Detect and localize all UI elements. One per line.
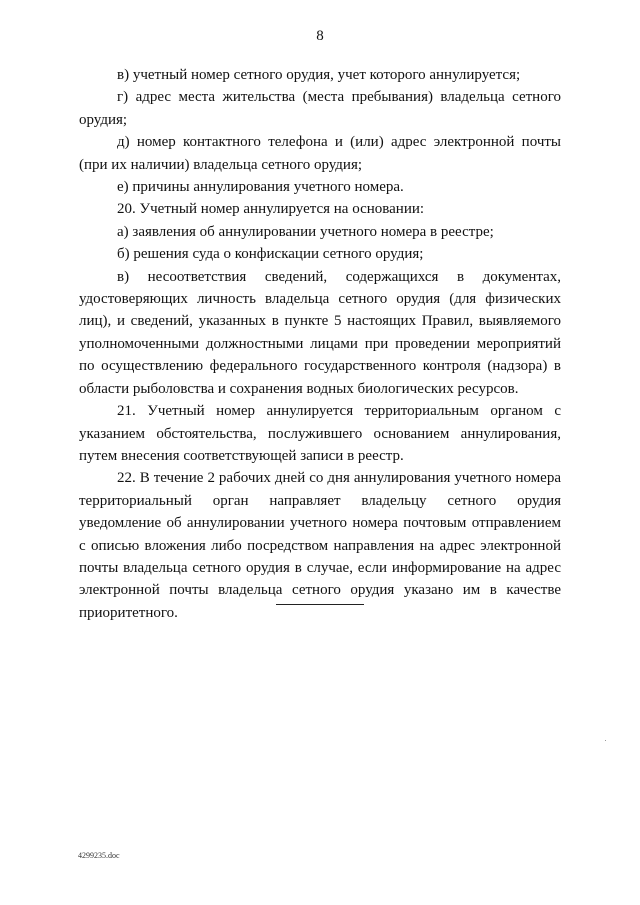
paragraph-item-e: е) причины аннулирования учетного номера. (117, 179, 404, 196)
footer-document-id: 4299235.doc (78, 851, 120, 860)
document-body (79, 64, 561, 624)
paragraph-item-b: б) решения суда о конфискации сетного орудия; (117, 246, 424, 263)
paragraph-clause-20: 20. Учетный номер аннулируется на основании: (117, 201, 425, 218)
paragraph-item-g: г) адрес места жительства (места пребывания) владельца сетного орудия; (79, 89, 561, 128)
paragraph-item-v: в) учетный номер сетного орудия, учет которого аннулируется; (117, 67, 521, 83)
paragraph-item-a: а) заявления об аннулировании учетного номера в реестре; (117, 223, 494, 240)
paragraph-clause-22: 22. В течение 2 рабочих дней со дня аннулирования учетного номера территориальный орган направляет владельцу сетного орудия уведомление об аннулировании учетного номера почтовым отправлением с описью вложения либо посредством направления на адрес электронной почты владельца сетного орудия в случае, если информирование на адрес электронной почты владельца сетного орудия указано им в качестве приоритетного. (79, 470, 561, 621)
paragraph-item-v-mismatch: в) несоответствия сведений, содержащихся в документах, удостоверяющих личность владельца сетного орудия (для физических лиц), и сведений, указанных в пункте 5 настоящих Правил, выявляемого уполномоченными должностными лицами при проведении мероприятий по осуществлению федерального государственного контроля (надзора) в области рыболовства и сохранения водных биологических ресурсов. (79, 268, 561, 397)
end-separator-line (276, 604, 364, 605)
paragraph-item-d: д) номер контактного телефона и (или) адрес электронной почты (при их наличии) владельца сетного орудия; (79, 134, 561, 173)
page-number: 8 (316, 28, 324, 44)
scan-speck (605, 740, 606, 741)
paragraph-clause-21: 21. Учетный номер аннулируется территориальным органом с указанием обстоятельства, послужившего основанием аннулирования, путем внесения соответствующей записи в реестр. (79, 403, 561, 464)
